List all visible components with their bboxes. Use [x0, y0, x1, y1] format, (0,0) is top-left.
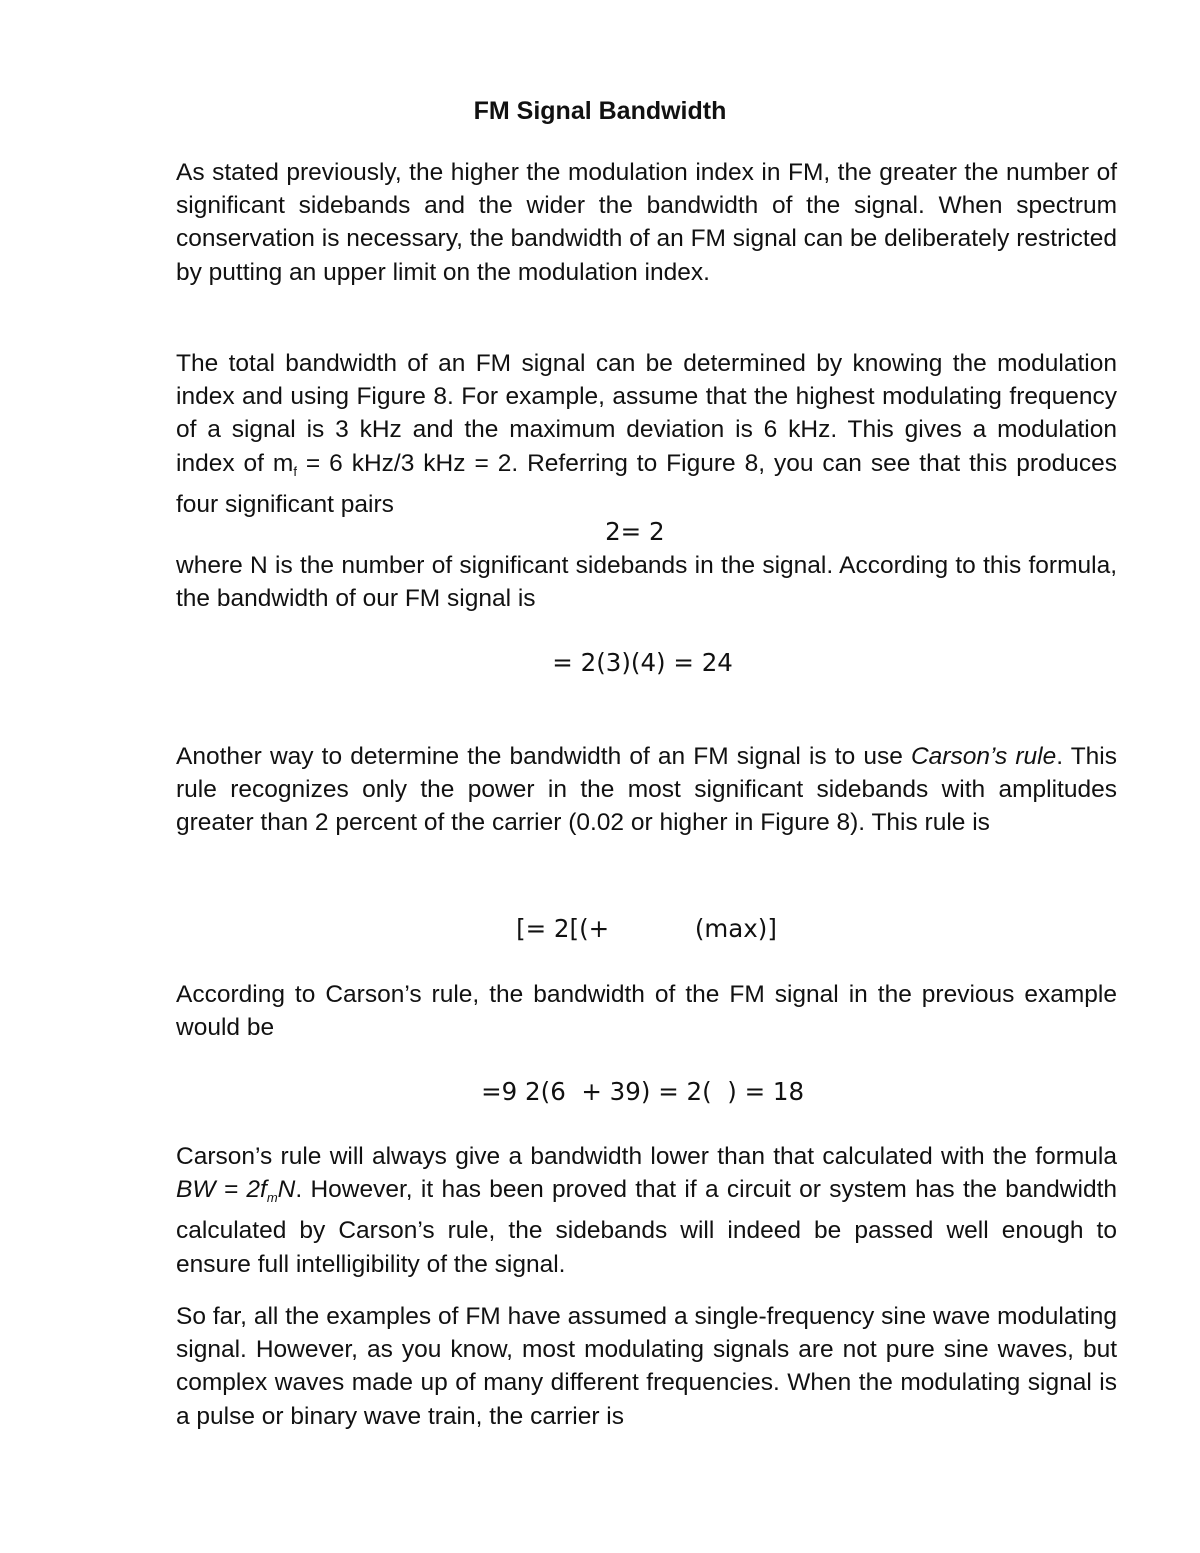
subscript-f: f: [293, 463, 297, 479]
equation-text: =9 2(6 + 39) = 2( ) = 18: [481, 1077, 812, 1106]
equation-text: (max)]: [694, 914, 777, 943]
equation-text: [= 2[: [516, 914, 580, 943]
equation-carsons-rule: [176, 912, 1117, 955]
equation-bandwidth-result: [176, 646, 1117, 679]
paragraph-text: = 6 kHz/3 kHz = 2. Referring to Figure 8, you can see that this produces four significant pairs: [176, 449, 1117, 518]
carsons-rule-term: Carson’s rule: [910, 743, 1057, 770]
paragraph-intro: As stated previously, the higher the modulation index in FM, the greater the number of significant sidebands and the wider the bandwidth of the signal. When spectrum conservation is necessary, the bandwidth of an FM signal can be deliberately restricted by putting an upper limit on the modulation index.: [176, 159, 1117, 286]
formula-text: N: [277, 1176, 296, 1204]
paragraph-where-n: where N is the number of significant sidebands in the signal. According to this formula, the bandwidth of our FM signal is: [176, 552, 1117, 613]
equation-carson-result: [176, 1075, 1117, 1108]
paragraph-complex-signals: So far, all the examples of FM have assumed a single-frequency sine wave modulating signal. However, as you know, most modulating signals are not pure sine waves, but complex waves made up of many different frequencies. When the modulating signal is a pulse or binary wave train, the carrier is: [176, 1303, 1117, 1430]
paragraph-carson-example: According to Carson’s rule, the bandwidth of the FM signal in the previous example would be: [176, 981, 1117, 1042]
paragraph-text: . However, it has been proved that if a circuit or system has the bandwidth calculated by Carson’s rule, the sidebands will indeed be passed well enough to ensure full intelligibility of the signal.: [176, 1176, 1117, 1278]
paragraph-carson-comparison: [176, 1140, 1117, 1281]
formula-text: BW = 2f: [176, 1176, 267, 1204]
formula-bw: [176, 1176, 296, 1206]
paragraph-text: The total bandwidth of an FM signal can be determined by knowing the modulation index and using Figure 8. For example, assume that the highest modulating frequency of a signal is 3 kHz and the maximum deviation is 6 kHz. This gives a modulation index of m: [176, 350, 1117, 477]
paragraph-text: Carson’s rule will always give a bandwidth lower than that calculated with the formula: [176, 1143, 1117, 1170]
paragraph-text: . This rule recognizes only the power in the most significant sidebands with amplitudes greater than 2 percent of the carrier (0.02 or higher in Figure 8). This rule is: [176, 743, 1118, 837]
equation-text: 2= 2: [605, 517, 665, 546]
equation-text: = 2(3)(4) = 24: [552, 648, 741, 677]
page-title: FM Signal Bandwidth: [473, 97, 727, 125]
equation-text: (+: [579, 914, 610, 943]
formula-subscript: m: [266, 1190, 278, 1206]
paragraph-total-bandwidth: [176, 347, 1117, 521]
paragraph-text: Another way to determine the bandwidth of an FM signal is to use: [176, 743, 911, 770]
paragraph-carsons-rule: [176, 740, 1117, 840]
